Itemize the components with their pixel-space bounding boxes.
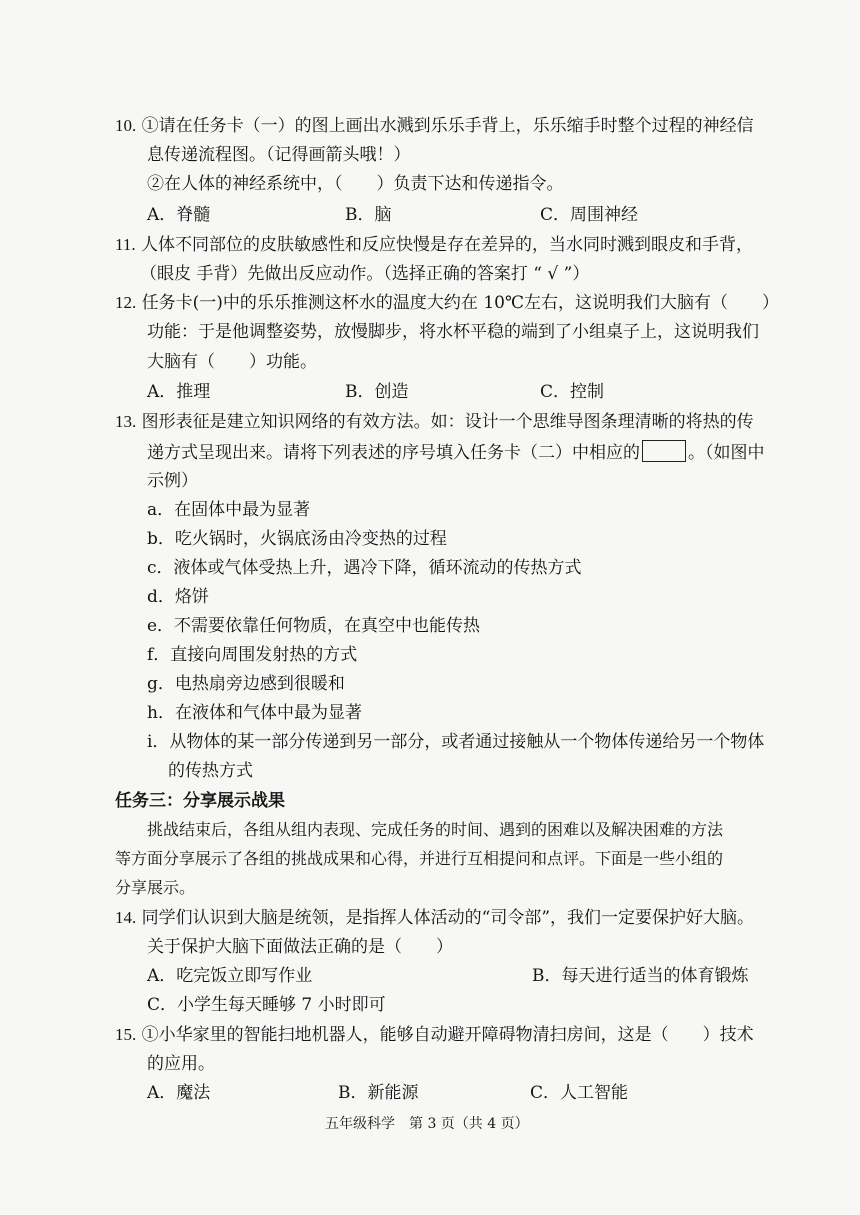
question-11-line-1: [115, 233, 753, 257]
option-c: C．小学生每天睡够 7 小时即可: [147, 995, 386, 1015]
statement-b: b．吃火锅时，火锅底汤由冷变热的过程: [147, 529, 447, 549]
statement-e: e．不需要依靠任何物质，在真空中也能传热: [147, 616, 481, 636]
section-heading: 任务三：分享展示战果: [115, 791, 285, 811]
question-14-line-2: 关于保护大脑下面做法正确的是（ ）: [147, 937, 453, 957]
question-11-line-2: （眼皮 手背）先做出反应动作。（选择正确的答案打 “ √ ”）: [140, 264, 590, 284]
question-text: 图形表征是建立知识网络的有效方法。如：设计一个思维导图条理清晰的将热的传: [141, 412, 754, 432]
question-12-line-2: 功能：于是他调整姿势，放慢脚步，将水杯平稳的端到了小组桌子上，这说明我们: [147, 322, 759, 342]
question-10-line-3: ②在人体的神经系统中，（ ）负责下达和传递指令。: [147, 174, 564, 194]
statement-f: f．直接向周围发射热的方式: [147, 645, 358, 665]
statement-c: c．液体或气体受热上升，遇冷下降，循环流动的传热方式: [147, 558, 582, 578]
question-number: 11.: [115, 235, 136, 254]
statement-g: g．电热扇旁边感到很暖和: [147, 674, 345, 694]
question-13-line-1: [115, 410, 754, 434]
option-a: A．推理: [147, 382, 211, 402]
question-12-line-1: [115, 291, 779, 315]
question-15-line-2: 的应用。: [147, 1054, 215, 1074]
option-c: C．人工智能: [530, 1083, 629, 1103]
statement-d: d．烙饼: [147, 587, 209, 607]
question-text: 递方式呈现出来。请将下列表述的序号填入任务卡（二）中相应的: [147, 443, 640, 463]
question-number: 14.: [115, 908, 137, 927]
option-c: C．控制: [540, 382, 605, 402]
option-b: B．创造: [345, 382, 409, 402]
question-10-line-2: 息传递流程图。（记得画箭头哦！）: [147, 145, 411, 165]
question-text: ①小华家里的智能扫地机器人，能够自动避开障碍物清扫房间，这是（ ）技术: [141, 1025, 754, 1045]
question-13-line-3: 示例）: [147, 471, 198, 491]
question-12-line-3: 大脑有（ ）功能。: [147, 352, 317, 372]
answer-box-sample: [642, 440, 686, 462]
question-text: 。（如图中: [688, 443, 765, 463]
task3-paragraph-line-3: 分享展示。: [115, 878, 196, 897]
question-text: 同学们认识到大脑是统领，是指挥人体活动的“司令部”，我们一定要保护好大脑。: [141, 908, 755, 928]
question-13-line-2: [147, 440, 765, 465]
statement-h: h．在液体和气体中最为显著: [147, 703, 362, 723]
question-text: ①请在任务卡（一）的图上画出水溅到乐乐手背上，乐乐缩手时整个过程的神经信: [141, 116, 754, 136]
question-15-line-1: [115, 1023, 754, 1047]
question-text: 人体不同部位的皮肤敏感性和反应快慢是存在差异的，当水同时溅到眼皮和手背，: [141, 235, 754, 255]
question-number: 10.: [115, 116, 137, 135]
option-a: A．吃完饭立即写作业: [147, 966, 313, 986]
statement-i-continued: 的传热方式: [168, 761, 253, 781]
option-b: B．新能源: [338, 1083, 419, 1103]
statement-i: i．从物体的某一部分传递到另一部分，或者通过接触从一个物体传递给另一个物体: [147, 732, 765, 752]
statement-a: a．在固体中最为显著: [147, 500, 311, 520]
option-c: C．周围神经: [540, 205, 639, 225]
page-footer: 五年级科学 第 3 页（共 4 页）: [325, 1116, 529, 1132]
question-text: 任务卡(一)中的乐乐推测这杯水的温度大约在 10℃左右，这说明我们大脑有（ ）: [141, 293, 779, 313]
task3-paragraph-line-2: 等方面分享展示了各组的挑战成果和心得，并进行互相提问和点评。下面是一些小组的: [115, 849, 724, 868]
question-14-line-1: [115, 906, 754, 930]
option-a: A．脊髓: [147, 205, 211, 225]
question-10-line-1: [115, 114, 754, 138]
option-b: B．脑: [345, 205, 392, 225]
option-b: B．每天进行适当的体育锻炼: [532, 966, 749, 986]
task3-paragraph-line-1: 挑战结束后，各组从组内表现、完成任务的时间、遇到的困难以及解决困难的方法: [147, 820, 724, 839]
option-a: A．魔法: [147, 1083, 211, 1103]
question-number: 12.: [115, 293, 137, 312]
question-number: 13.: [115, 412, 137, 431]
question-number: 15.: [115, 1025, 137, 1044]
